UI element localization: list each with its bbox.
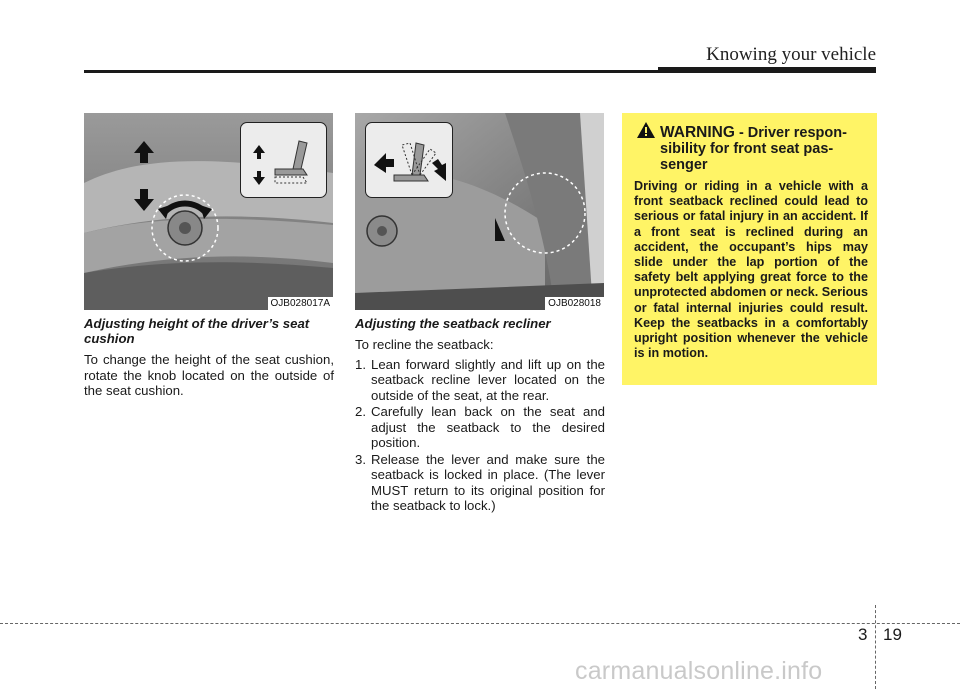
section-heading: Adjusting height of the driver’s seat cushion [84, 316, 310, 346]
step-text: Carefully lean back on the seat and adjust the seatback to the desired position. [371, 404, 605, 450]
warning-label: WARNING [660, 124, 735, 141]
seatback-inset [365, 122, 453, 198]
step-number: 3. [355, 451, 366, 467]
section-heading: Adjusting the seatback recliner [355, 316, 551, 331]
seat-height-inset-icon [241, 123, 326, 197]
warning-body: Driving or riding in a vehicle with a front seatback reclined could lead to serious or fatal injury in an accident. If a front seat is reclined during an accident, the occupant’s hips may slide under the lap portion of the safety belt applying great force to the unprotected abdomen or neck. Serious or fatal internal injuries could result. Keep the seatbacks in a comfortably upright position whenever the vehicle is in motion. [634, 179, 868, 361]
figure-code: OJB028017A [268, 297, 334, 310]
left-column [84, 316, 334, 399]
warning-box [622, 113, 877, 385]
list-item [355, 357, 605, 404]
middle-column [355, 316, 605, 515]
chapter-number: 3 [858, 625, 868, 644]
step-number: 2. [355, 404, 366, 419]
section-body: To change the height of the seat cushion, rotate the knob located on the outside of the seat cushion. [84, 352, 334, 398]
section-intro: To recline the seatback: [355, 337, 494, 352]
seatback-recliner-photo [355, 113, 604, 310]
figure-code: OJB028018 [545, 297, 604, 310]
seatback-inset-icon [366, 123, 452, 197]
seat-height-photo [84, 113, 333, 310]
list-item [355, 452, 605, 514]
seat-height-inset [240, 122, 327, 198]
warning-triangle-icon [637, 122, 655, 138]
step-list [355, 357, 605, 514]
page-number: 19 [883, 625, 902, 644]
warning-title: - Driver responsibility for front seat passenger [660, 125, 847, 173]
step-text: Lean forward slightly and lift up on the seatback recline lever located on the outside of the seat, at the rear. [371, 356, 605, 403]
step-number: 1. [355, 356, 366, 372]
watermark: carmanualsonline.info [575, 657, 823, 685]
header-title: Knowing your vehicle [706, 44, 876, 65]
warning-heading [660, 125, 870, 173]
step-text: Release the lever and make sure the seatback is locked in place. (The lever MUST return to its original position for the seatback to lock.) [371, 451, 605, 513]
footer-divider [875, 605, 876, 689]
list-item [355, 404, 605, 451]
footer-rule [0, 623, 960, 624]
header-rule-accent [658, 67, 876, 73]
